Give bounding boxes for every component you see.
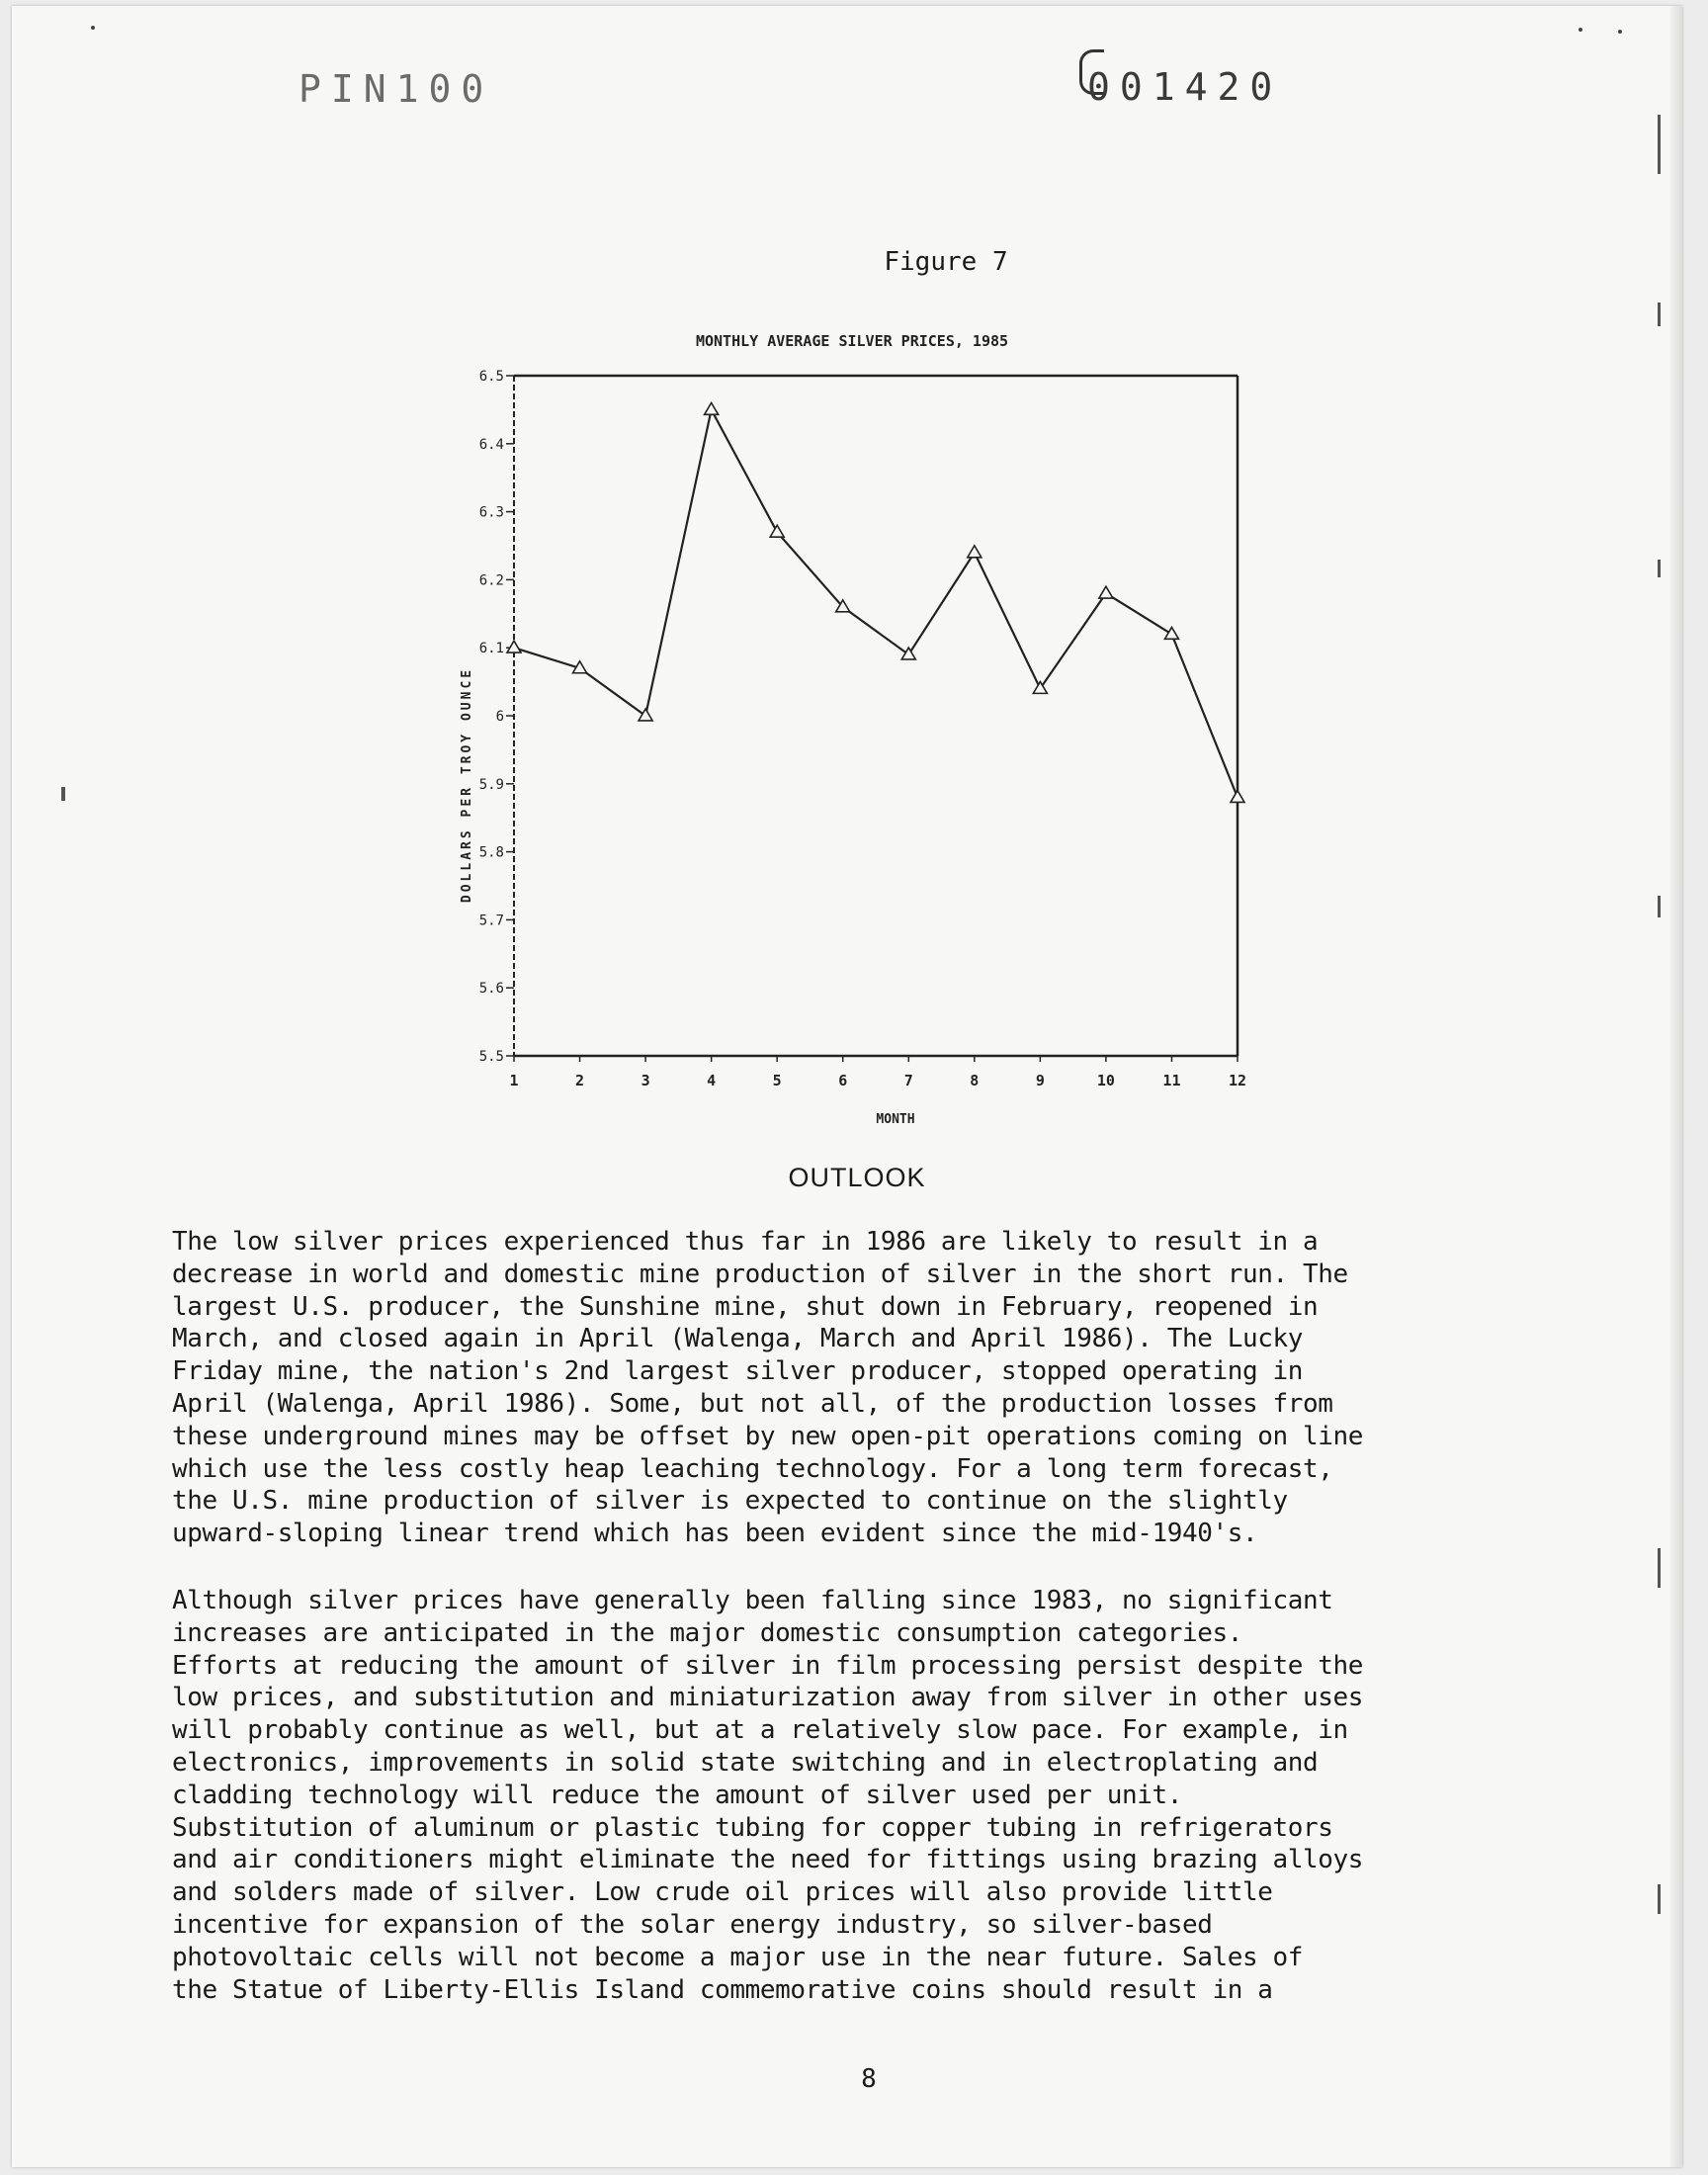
x-tick-label: 4 bbox=[707, 1072, 717, 1089]
y-tick-label: 6.4 bbox=[478, 436, 504, 453]
scan-mark bbox=[1658, 560, 1661, 577]
page-number-text: 8 bbox=[861, 2064, 877, 2094]
document-page bbox=[12, 6, 1682, 2167]
y-tick-label: 5.8 bbox=[478, 844, 504, 861]
scan-mark bbox=[1658, 1548, 1661, 1588]
x-axis-label: MONTH bbox=[876, 1112, 915, 1127]
x-tick-label: 10 bbox=[1096, 1072, 1115, 1089]
scan-mark bbox=[1658, 303, 1661, 326]
scan-speck bbox=[91, 26, 95, 30]
series-line bbox=[514, 409, 1238, 797]
page-edge-shadow bbox=[1670, 6, 1682, 2167]
y-tick-label: 6.1 bbox=[478, 641, 504, 657]
data-point-marker bbox=[705, 402, 719, 414]
data-point-marker bbox=[1231, 791, 1244, 803]
y-axis-label: DOLLARS PER TROY OUNCE bbox=[460, 666, 474, 904]
x-tick-label: 9 bbox=[1035, 1072, 1045, 1089]
document-stamp-left: PIN100 bbox=[299, 67, 494, 111]
y-tick-label: 6.2 bbox=[478, 572, 504, 589]
scan-speck bbox=[1618, 30, 1622, 34]
y-tick-label: 6.3 bbox=[478, 504, 504, 521]
outlook-heading bbox=[12, 1163, 1682, 1193]
scan-mark bbox=[1658, 115, 1661, 174]
x-tick-label: 2 bbox=[575, 1072, 585, 1089]
y-tick-label: 5.5 bbox=[478, 1049, 504, 1065]
silver-price-chart bbox=[427, 320, 1257, 1141]
page-number bbox=[12, 2064, 1682, 2094]
y-tick-label: 5.6 bbox=[478, 981, 504, 998]
x-tick-label: 12 bbox=[1228, 1072, 1247, 1089]
outlook-heading-text: OUTLOOK bbox=[788, 1163, 926, 1192]
document-stamp-right: 001420 bbox=[1087, 65, 1283, 109]
x-tick-label: 8 bbox=[970, 1072, 980, 1089]
chart-title: MONTHLY AVERAGE SILVER PRICES, 1985 bbox=[695, 332, 1009, 350]
x-tick-label: 6 bbox=[838, 1072, 848, 1089]
paragraph-outlook-mine-production: The low silver prices experienced thus far in 1986 are likely to result in a decrease in world and domestic mine production of silver in the short run. The largest U.S. producer, the Sunshine mine, shut down in February, reopened in March, and closed again in April (Walenga, March and April 1986). The Lucky Friday mine, the nation's 2nd largest silver producer, stopped operating in April (Walenga, April 1986). Some, but not all, of the production losses from these underground mines may be offset by new open-pit operations coming on line which use the less costly heap leaching technology. For a long term forecast, the U.S. mine production of silver is expected to continue on the slightly upward-sloping linear trend which has been evident since the mid-1940's. bbox=[172, 1227, 1364, 1549]
scan-speck bbox=[1579, 28, 1582, 32]
x-tick-label: 7 bbox=[903, 1072, 913, 1089]
y-tick-label: 6.5 bbox=[478, 369, 504, 385]
data-point-marker bbox=[1099, 586, 1113, 598]
x-tick-label: 11 bbox=[1162, 1072, 1181, 1089]
scan-mark bbox=[61, 787, 65, 801]
y-tick-label: 6 bbox=[495, 709, 504, 725]
scan-mark bbox=[1658, 896, 1661, 917]
x-tick-label: 1 bbox=[509, 1072, 519, 1089]
data-point-marker bbox=[901, 648, 915, 659]
x-tick-label: 3 bbox=[640, 1072, 650, 1089]
x-tick-label: 5 bbox=[772, 1072, 782, 1089]
paragraph-outlook-consumption: Although silver prices have generally been falling since 1983, no significant increases are anticipated in the major domestic consumption categories. Efforts at reducing the amount of silver in film processing persist despite the low prices, and substitution and miniaturization away from silver in other uses will probably continue as well, but at a relatively slow pace. For example, in electronics, improvements in solid state switching and in electroplating and cladding technology will reduce the amount of silver used per unit. Substitution of aluminum or plastic tubing for copper tubing in refrigerators and air conditioners might eliminate the need for fittings using brazing alloys and solders made of silver. Low crude oil prices will also provide little incentive for expansion of the solar energy industry, so silver-based photovoltaic cells will not become a major use in the near future. Sales of the Statue of Liberty-Ellis Island commemorative coins should result in a bbox=[172, 1586, 1364, 2005]
data-point-marker bbox=[507, 641, 521, 652]
y-tick-label: 5.7 bbox=[478, 913, 504, 929]
data-point-marker bbox=[639, 709, 652, 721]
figure-caption bbox=[12, 247, 1682, 277]
data-point-marker bbox=[770, 525, 784, 537]
data-point-marker bbox=[1164, 627, 1178, 639]
scan-mark bbox=[1658, 1884, 1661, 1914]
y-tick-label: 5.9 bbox=[478, 776, 504, 793]
figure-caption-text: Figure 7 bbox=[884, 247, 1008, 277]
data-point-marker bbox=[968, 546, 982, 558]
